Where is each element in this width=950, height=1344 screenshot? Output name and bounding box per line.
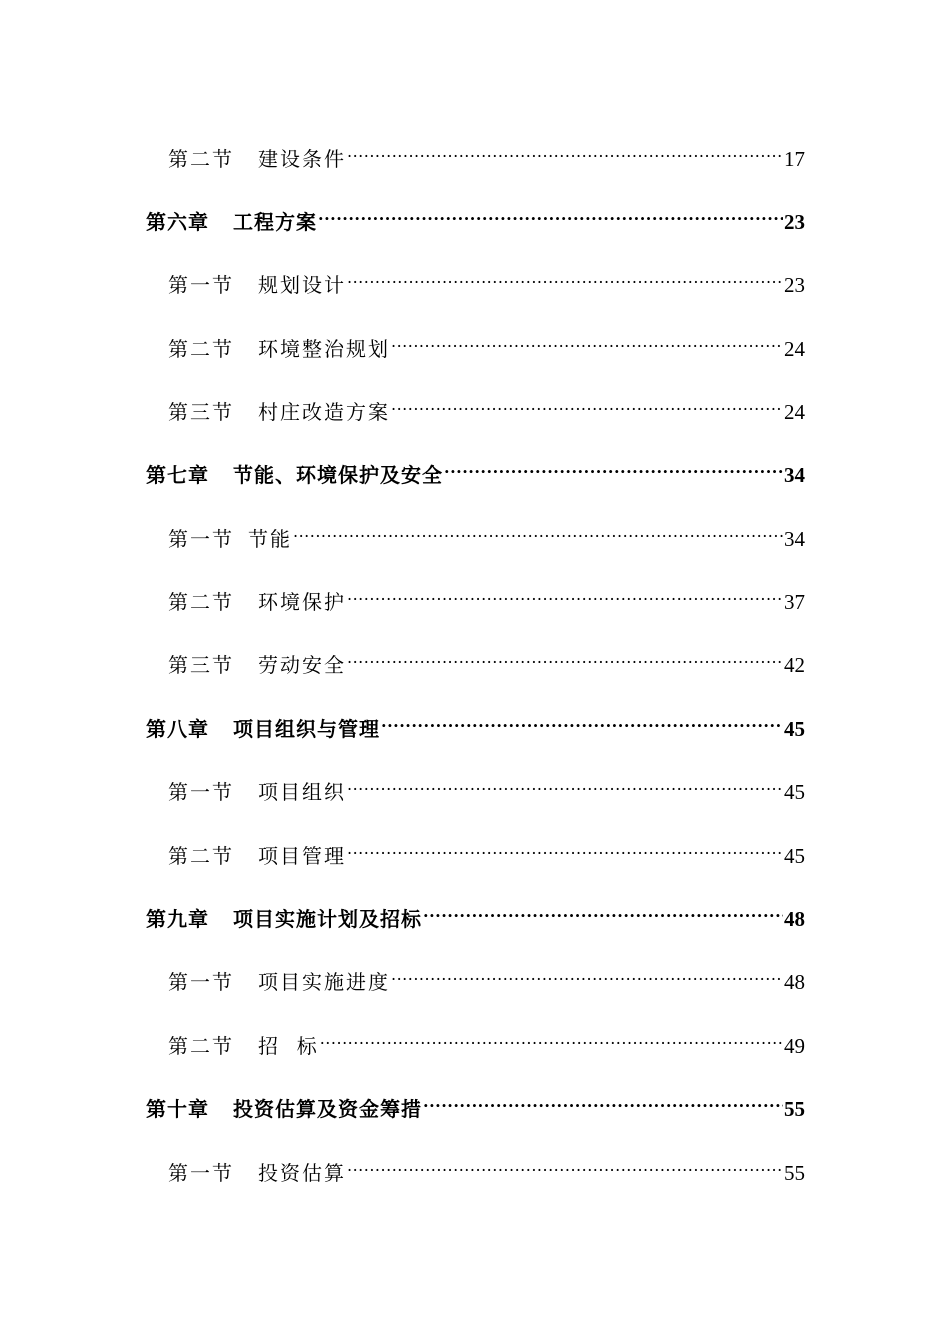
toc-section-title: 环境保护 (258, 590, 346, 614)
toc-leader-dots (423, 1086, 783, 1116)
toc-entry-section[interactable] (168, 136, 805, 171)
toc-page-number: 23 (784, 273, 805, 297)
toc-section-number: 第一节 (168, 273, 234, 297)
toc-leader-dots (347, 1150, 783, 1180)
toc-entry-section[interactable] (168, 642, 805, 677)
toc-leader-dots (381, 706, 783, 736)
toc-section-number: 第二节 (168, 147, 234, 171)
toc-entry-section[interactable] (168, 516, 805, 551)
toc-section-number: 第二节 (168, 337, 234, 361)
toc-page-number: 37 (784, 590, 805, 614)
toc-chapter-title: 项目实施计划及招标 (233, 907, 422, 931)
toc-section-number: 第一节 (168, 527, 234, 551)
toc-entry-section[interactable] (168, 1150, 805, 1185)
toc-chapter-number: 第九章 (146, 907, 209, 931)
toc-page-number: 45 (784, 717, 805, 741)
toc-chapter-title: 项目组织与管理 (233, 717, 380, 741)
toc-chapter-number: 第八章 (146, 717, 209, 741)
toc-entry-section[interactable] (168, 579, 805, 614)
toc-entry-section[interactable] (168, 326, 805, 361)
toc-section-number: 第一节 (168, 970, 234, 994)
toc-leader-dots (391, 959, 783, 989)
toc-entry-chapter[interactable] (146, 706, 805, 741)
toc-page-number: 34 (784, 463, 805, 487)
toc-chapter-number: 第十章 (146, 1097, 209, 1121)
toc-page-number: 55 (784, 1161, 805, 1185)
toc-entry-chapter[interactable] (146, 1086, 805, 1121)
toc-leader-dots (423, 896, 783, 926)
toc-section-title: 项目组织 (258, 780, 346, 804)
toc-entry-chapter[interactable] (146, 452, 805, 487)
toc-section-number: 第二节 (168, 590, 234, 614)
toc-section-title: 项目管理 (258, 844, 346, 868)
toc-section-number: 第二节 (168, 1034, 234, 1058)
toc-page-number: 23 (784, 210, 805, 234)
toc-entry-chapter[interactable] (146, 199, 805, 234)
toc-section-title: 村庄改造方案 (258, 400, 390, 424)
toc-chapter-title: 节能、环境保护及安全 (233, 463, 443, 487)
toc-leader-dots (391, 389, 783, 419)
toc-entry-section[interactable] (168, 262, 805, 297)
toc-chapter-number: 第七章 (146, 463, 209, 487)
toc-page-number: 49 (784, 1034, 805, 1058)
toc-section-number: 第三节 (168, 653, 234, 677)
toc-page-number: 24 (784, 400, 805, 424)
toc-section-title: 项目实施进度 (258, 970, 390, 994)
toc-leader-dots (347, 769, 783, 799)
toc-page-number: 45 (784, 780, 805, 804)
toc-leader-dots (318, 199, 783, 229)
toc-entry-section[interactable] (168, 769, 805, 804)
toc-leader-dots (320, 1023, 783, 1053)
toc-section-title: 建设条件 (258, 147, 346, 171)
toc-page-number: 48 (784, 970, 805, 994)
toc-page-number: 42 (784, 653, 805, 677)
toc-entry-section[interactable] (168, 1023, 805, 1058)
toc-entry-section[interactable] (168, 833, 805, 868)
toc-chapter-number: 第六章 (146, 210, 209, 234)
toc-page-number: 48 (784, 907, 805, 931)
toc-chapter-title: 投资估算及资金筹措 (233, 1097, 422, 1121)
toc-entry-section[interactable] (168, 959, 805, 994)
toc-entry-section[interactable] (168, 389, 805, 424)
toc-section-number: 第一节 (168, 780, 234, 804)
toc-section-title: 劳动安全 (258, 653, 346, 677)
toc-section-title: 投资估算 (258, 1161, 346, 1185)
toc-section-title: 环境整治规划 (258, 337, 390, 361)
toc-leader-dots (347, 642, 783, 672)
toc-section-number: 第三节 (168, 400, 234, 424)
toc-entry-chapter[interactable] (146, 896, 805, 931)
toc-leader-dots (293, 516, 783, 546)
toc-section-title: 招 标 (258, 1034, 319, 1058)
toc-leader-dots (347, 136, 783, 166)
toc-page-number: 55 (784, 1097, 805, 1121)
toc-leader-dots (391, 326, 783, 356)
toc-leader-dots (347, 262, 783, 292)
toc-leader-dots (444, 452, 783, 482)
toc-section-title: 节能 (248, 527, 292, 551)
toc-chapter-title: 工程方案 (233, 210, 317, 234)
toc-leader-dots (347, 833, 783, 863)
toc-section-number: 第一节 (168, 1161, 234, 1185)
toc-page-number: 45 (784, 844, 805, 868)
toc-page-number: 34 (784, 527, 805, 551)
toc-page-number: 17 (784, 147, 805, 171)
toc-page-number: 24 (784, 337, 805, 361)
toc-section-title: 规划设计 (258, 273, 346, 297)
toc-leader-dots (347, 579, 783, 609)
toc-section-number: 第二节 (168, 844, 234, 868)
